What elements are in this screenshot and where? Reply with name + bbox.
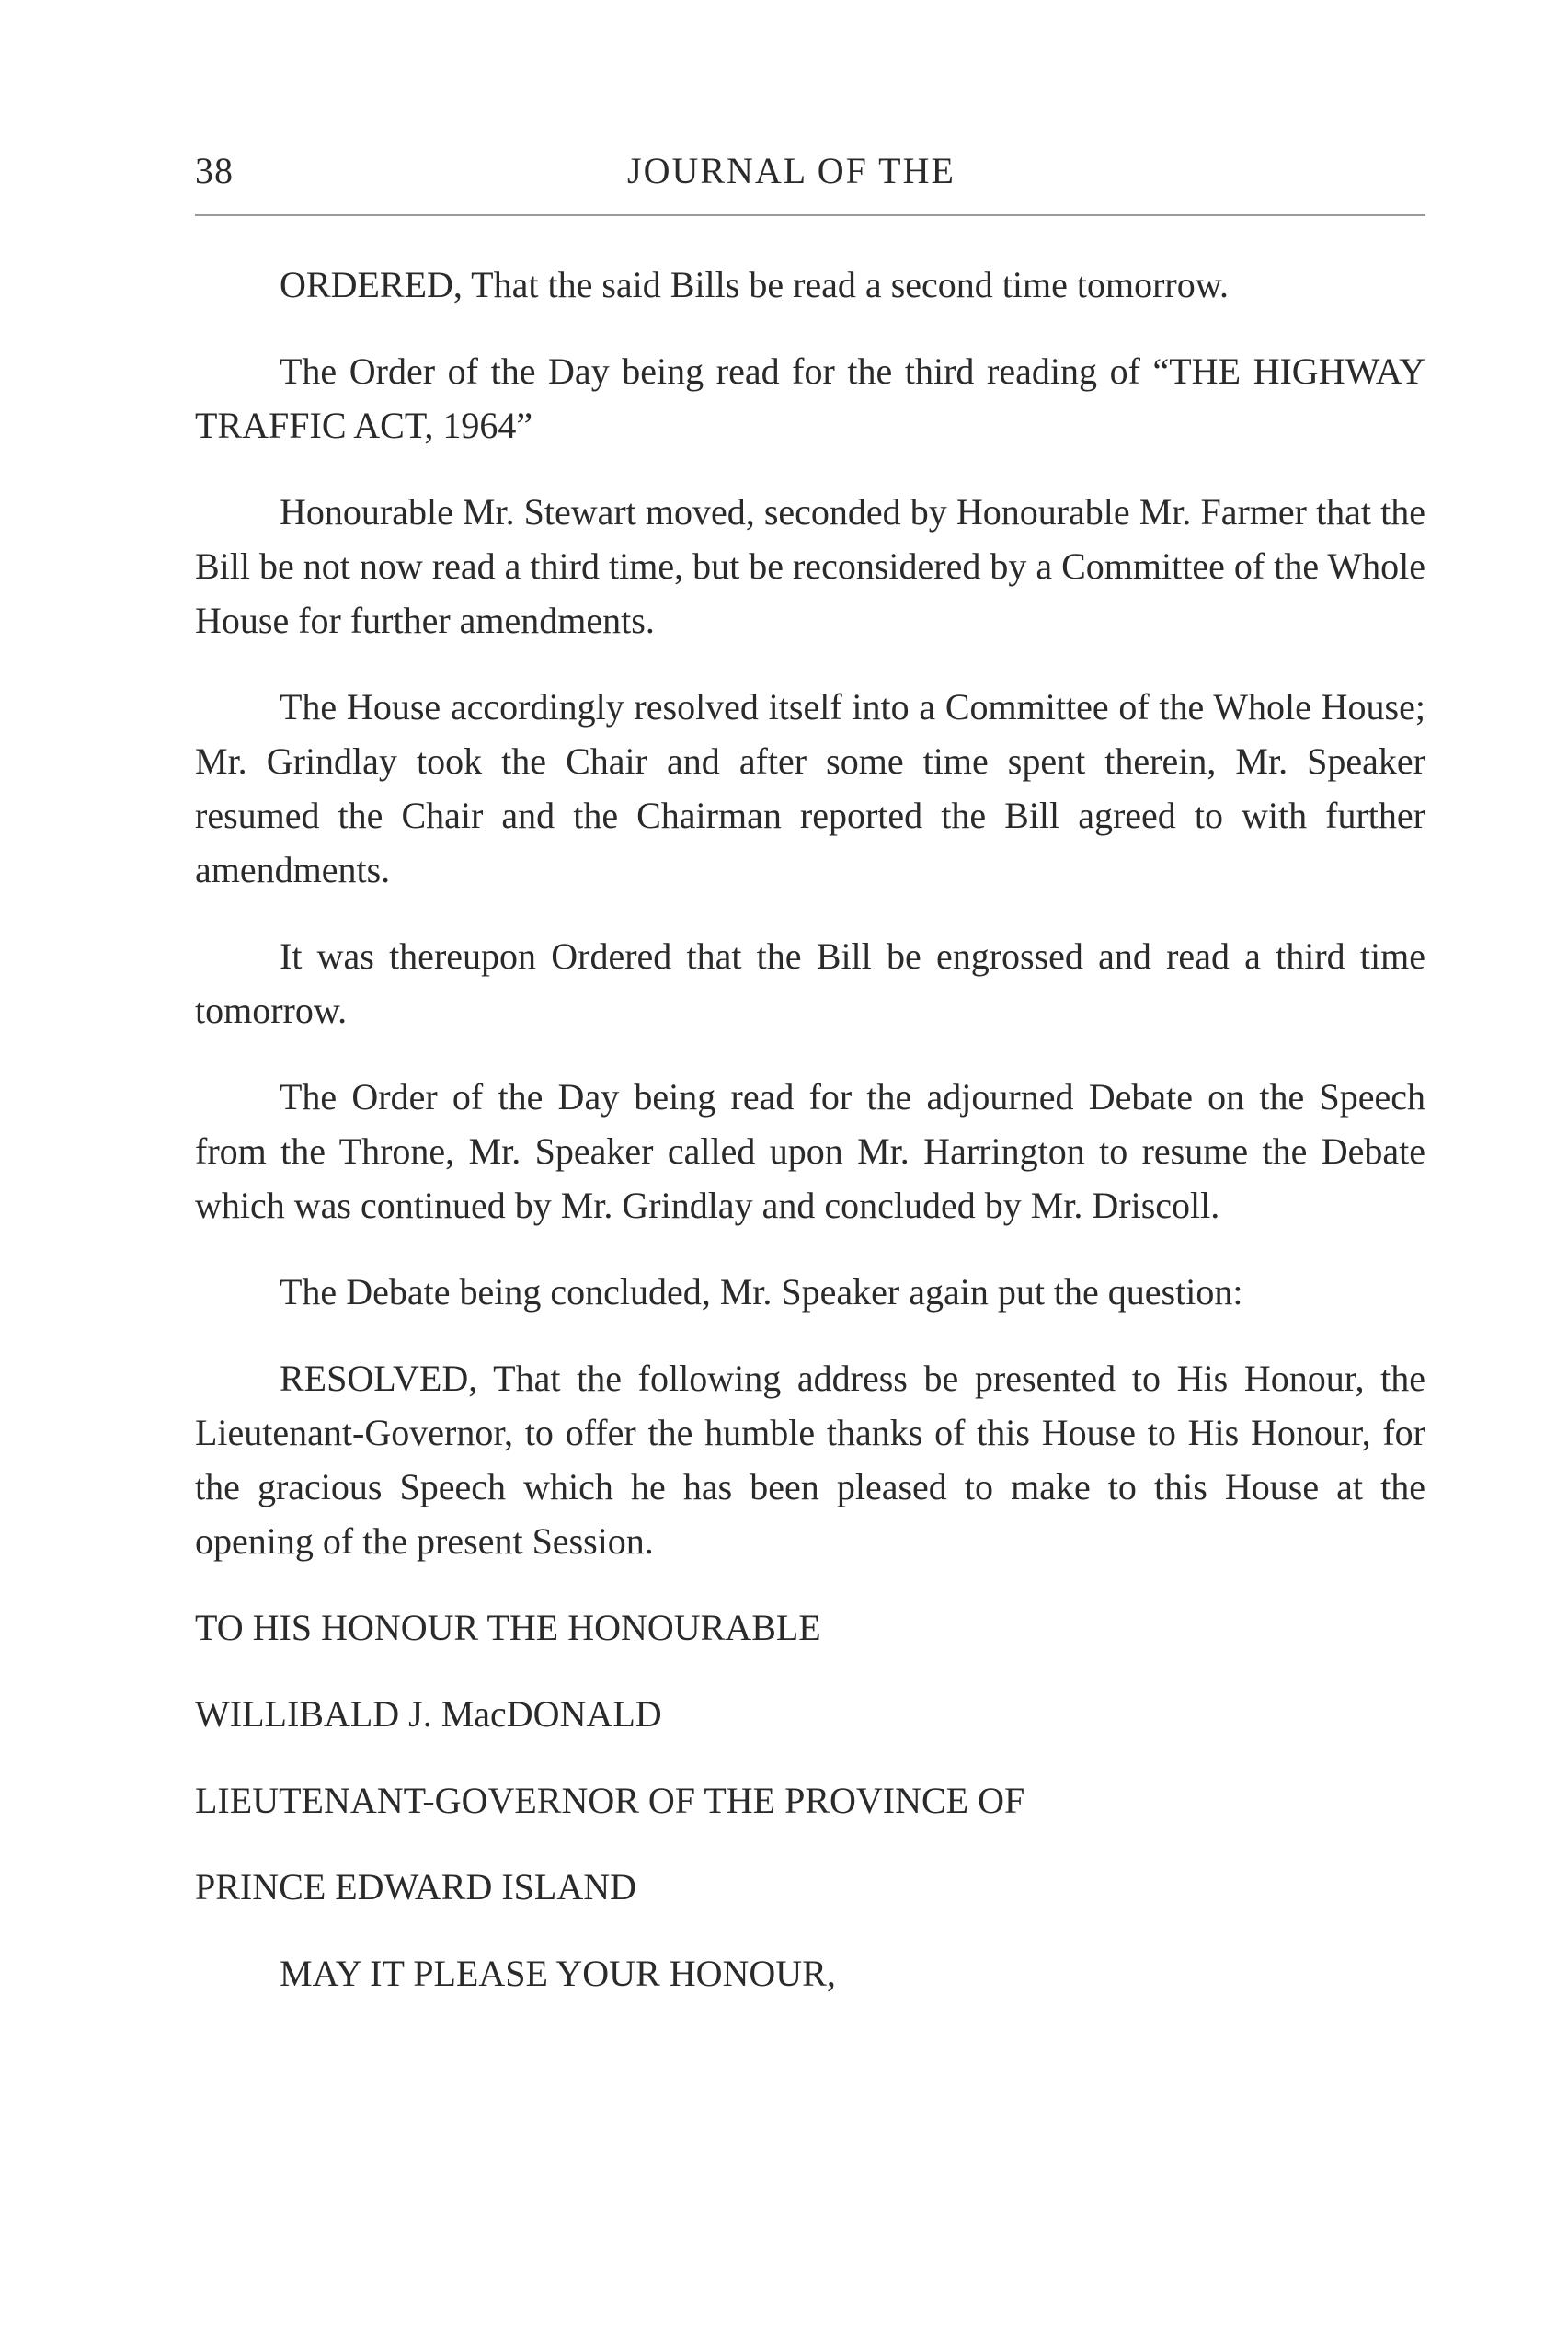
address-line: PRINCE EDWARD ISLAND [195, 1866, 636, 1908]
address-line: TO HIS HONOUR THE HONOURABLE [195, 1607, 821, 1648]
address-line: WILLIBALD J. MacDONALD [195, 1693, 662, 1735]
paragraph-order-of-day-third-reading: The Order of the Day being read for the third reading of “THE HIGHWAY TRAFFIC ACT, 1964” [195, 350, 1425, 446]
running-head: JOURNAL OF THE [627, 150, 956, 191]
paragraph-committee-whole-house: The House accordingly resolved itself into a Committee of the Whole House; Mr. Grindlay took the Chair and after some time spent therein, Mr. Speaker resumed the Chair and the Chairman reported the Bill agreed to with further amendments. [195, 686, 1425, 890]
address-line: LIEUTENANT-GOVERNOR OF THE PROVINCE OF [195, 1780, 1025, 1821]
journal-body [195, 258, 1425, 2033]
paragraph-engrossed: It was thereupon Ordered that the Bill be engrossed and read a third time tomorrow. [195, 935, 1425, 1031]
paragraph-motion-reconsider: Honourable Mr. Stewart moved, seconded by Honourable Mr. Farmer that the Bill be not now read a third time, but be reconsidered by a Committee of the Whole House for further amendments. [195, 491, 1425, 641]
salutation: MAY IT PLEASE YOUR HONOUR, [280, 1953, 836, 1994]
paragraph-debate-concluded: The Debate being concluded, Mr. Speaker again put the question: [280, 1271, 1243, 1313]
paragraph-resolved-address: RESOLVED, That the following address be presented to His Honour, the Lieutenant-Governor, to offer the humble thanks of this House to His Honour, for the gracious Speech which he has been pleased to make to this House at the opening of the present Session. [195, 1358, 1425, 1562]
page-header [195, 149, 1425, 197]
paragraph-ordered-second-reading: ORDERED, That the said Bills be read a second time tomorrow. [280, 264, 1230, 305]
paragraph-adjourned-debate: The Order of the Day being read for the adjourned Debate on the Speech from the Throne, Mr. Speaker called upon Mr. Harrington to resume the Debate which was continued by Mr. Grindlay and concluded by Mr. Driscoll. [195, 1076, 1425, 1226]
page-number: 38 [195, 150, 234, 191]
header-rule [195, 214, 1425, 216]
